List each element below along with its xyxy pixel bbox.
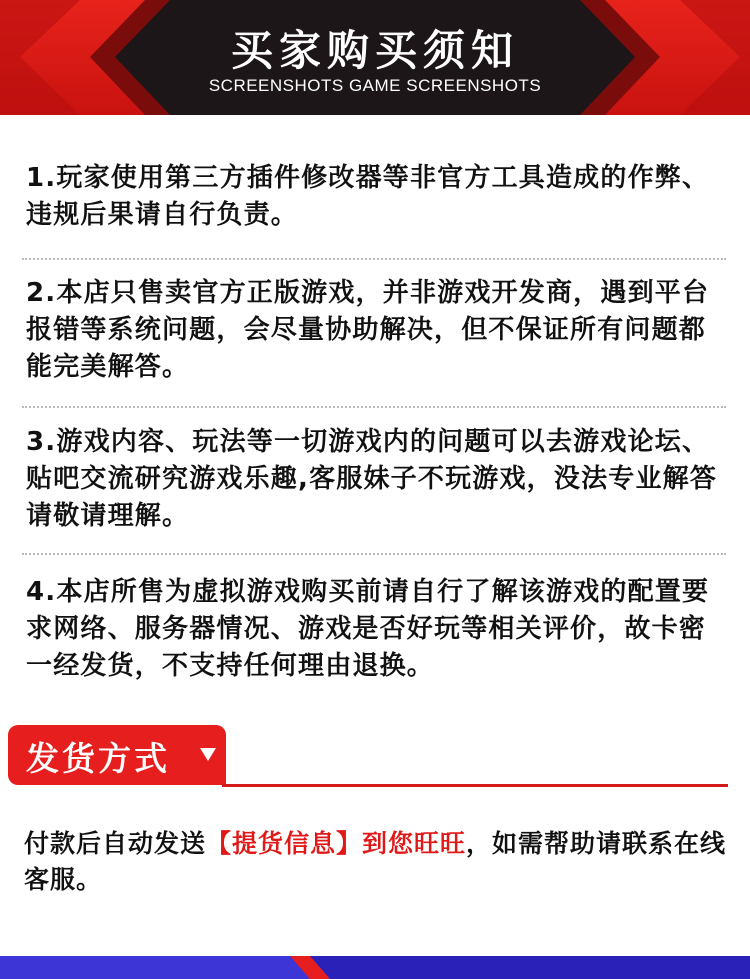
- delivery-section-title: 发货方式: [26, 739, 170, 778]
- delivery-text-after: ，如需帮助请联系在线客服。: [24, 829, 727, 894]
- triangle-down-icon: [200, 748, 216, 761]
- notice-divider: [22, 406, 726, 408]
- section-underline: [222, 784, 728, 787]
- header-banner: [0, 0, 750, 115]
- footer-band: [0, 956, 750, 979]
- delivery-text-before: 付款后自动发送: [24, 829, 207, 858]
- notice-item-1: 1.玩家使用第三方插件修改器等非官方工具造成的作弊、违规后果请自行负责。: [26, 163, 710, 230]
- notice-item-3: 3.游戏内容、玩法等一切游戏内的问题可以去游戏论坛、贴吧交流研究游戏乐趣,客服妹子不玩游戏，没法专业解答请敬请理解。: [26, 427, 718, 531]
- delivery-highlight: 【提货信息】到您旺旺: [206, 829, 467, 858]
- notice-divider: [22, 553, 726, 555]
- notice-item-2: 2.本店只售卖官方正版游戏，并非游戏开发商，遇到平台报错等系统问题，会尽量协助解决，但不保证所有问题都能完美解答。: [26, 278, 710, 382]
- delivery-section-tab: [8, 725, 226, 785]
- delivery-text: [24, 826, 728, 898]
- page-title: 买家购买须知: [230, 26, 519, 75]
- notice-item-4: 4.本店所售为虚拟游戏购买前请自行了解该游戏的配置要求网络、服务器情况、游戏是否好玩等相关评价，故卡密一经发货，不支持任何理由退换。: [26, 577, 710, 681]
- page-subtitle: SCREENSHOTS GAME SCREENSHOTS: [208, 76, 542, 95]
- notice-divider: [22, 258, 726, 260]
